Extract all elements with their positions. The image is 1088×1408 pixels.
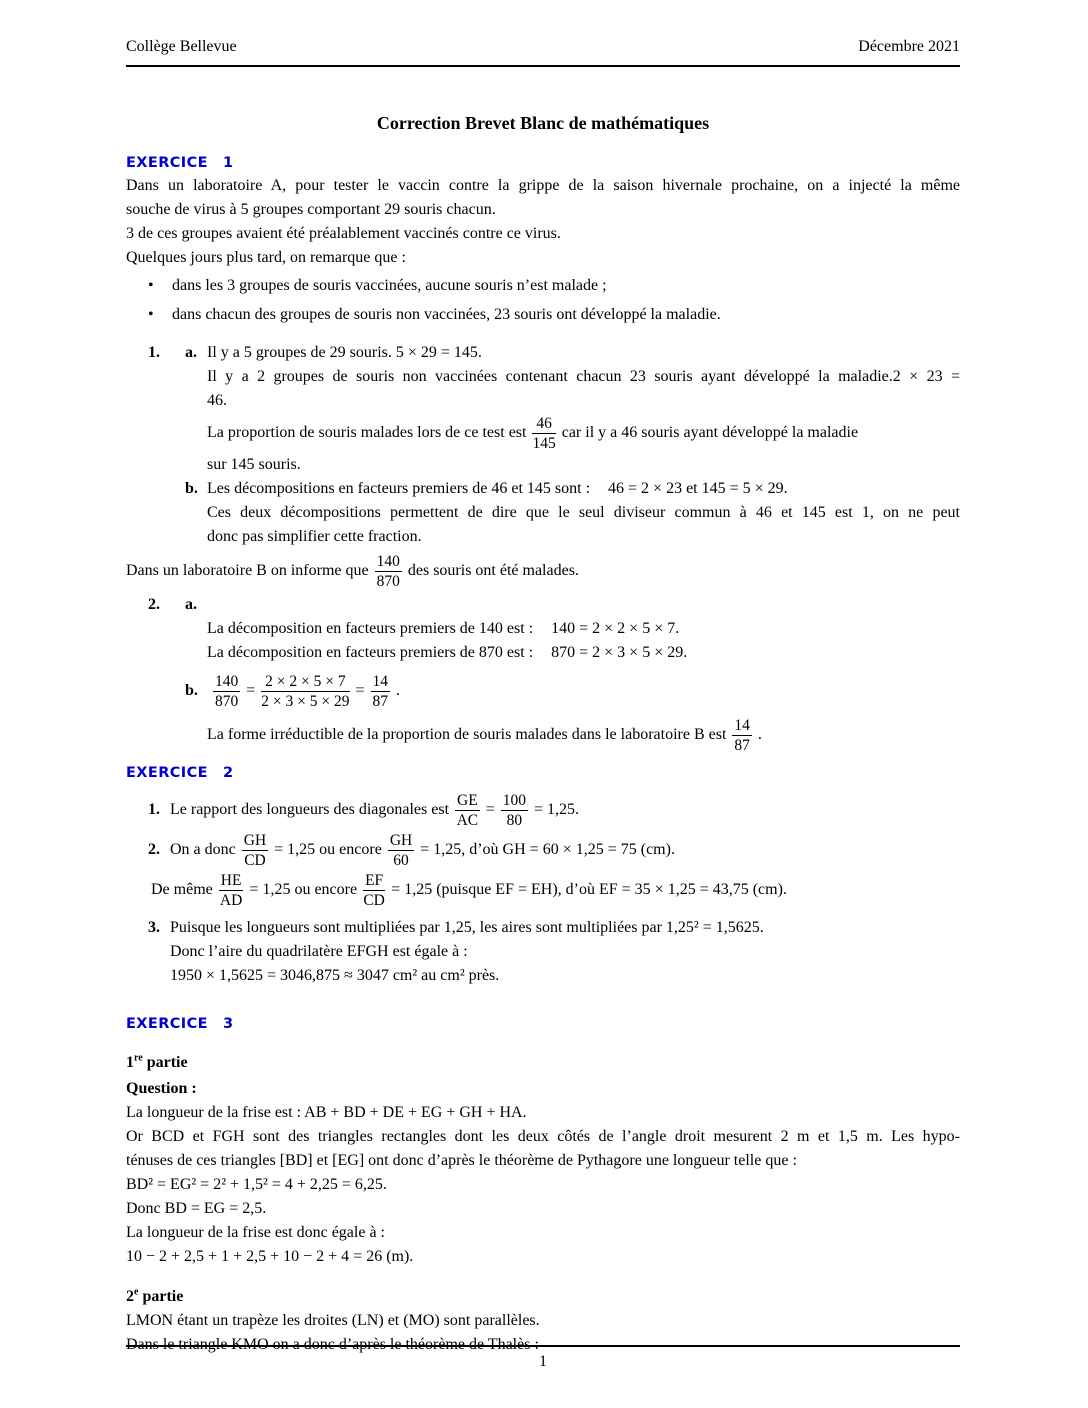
- math-segment: = 1,25 (puisque EF = EH), d’où EF = 35 × 1,25 = 43,75 (cm).: [391, 881, 787, 898]
- bullet-item: [148, 303, 960, 327]
- fraction: [501, 792, 528, 829]
- text-segment: Le rapport des longueurs des diagonales est: [170, 801, 450, 818]
- enum-item-2a: [148, 593, 960, 665]
- part-ordinal-suffix: re: [134, 1052, 143, 1064]
- part-2-title: [126, 1285, 960, 1309]
- exercise-heading-word: EXERCICE: [126, 765, 208, 781]
- answer-line: LMON étant un trapèze les droites (LN) et (MO) sont parallèles.: [126, 1312, 540, 1329]
- answer-line: Donc BD = EG = 2,5.: [126, 1200, 267, 1217]
- period: .: [757, 726, 762, 743]
- fraction-denominator: 2 × 3 × 5 × 29: [261, 692, 350, 710]
- fraction-numerator: 140: [376, 552, 400, 570]
- page-header: [126, 35, 960, 67]
- answer-line: Donc l’aire du quadrilatère EFGH est égale à :: [170, 943, 468, 960]
- answer-line: Il y a 5 groupes de 29 souris. 5 × 29 = 145.: [207, 344, 482, 361]
- part-number: 2: [126, 1288, 134, 1305]
- fraction: [261, 673, 349, 710]
- enum-body: [207, 341, 960, 477]
- enum-body: [207, 477, 960, 549]
- equals-sign: =: [355, 682, 365, 699]
- fraction-numerator: 14: [734, 716, 750, 734]
- part-ordinal-suffix: e: [134, 1286, 139, 1298]
- bullet-item: [148, 274, 960, 298]
- fraction-numerator: GH: [389, 831, 413, 849]
- enum-body: [151, 830, 960, 910]
- answer-line: Dans le triangle KMO on a donc d’après le théorème de Thalès :: [126, 1336, 539, 1353]
- fraction-denominator: 60: [393, 851, 409, 869]
- enum-letter-label: b.: [185, 682, 198, 699]
- math-segment: = 1,25.: [533, 801, 580, 818]
- fraction: [455, 792, 480, 829]
- bullet-icon: •: [148, 306, 154, 323]
- equation-line: [207, 667, 960, 715]
- fraction: [219, 872, 244, 909]
- enum-body: [207, 593, 960, 665]
- fraction-numerator: 100: [502, 791, 526, 809]
- enum-number-label: 2.: [148, 596, 160, 613]
- header-date: Décembre 2021: [858, 38, 960, 55]
- enum-item-gh: [148, 830, 960, 910]
- fraction-numerator: 46: [532, 415, 555, 434]
- fraction-denominator: 870: [215, 692, 239, 710]
- enum-letter-label: a.: [185, 596, 197, 613]
- exercise-2-heading: [126, 765, 960, 782]
- fraction-denominator: 145: [532, 434, 556, 452]
- answer-line: La longueur de la frise est : AB + BD + DE + EG + GH + HA.: [126, 1104, 527, 1121]
- part-word: partie: [142, 1054, 188, 1071]
- text-segment: La décomposition en facteurs premiers de 870 est :: [207, 644, 534, 661]
- fraction-numerator: 14: [372, 672, 389, 690]
- header-school-name: Collège Bellevue: [126, 38, 237, 55]
- equation-line: [170, 790, 960, 830]
- fraction-numerator: HE: [220, 871, 242, 889]
- enum-number-label: 3.: [148, 919, 160, 936]
- period: .: [396, 682, 401, 699]
- answer-line: 46.: [207, 392, 227, 409]
- paragraph-intro-line1: Dans un laboratoire A, pour tester le vaccin contre la grippe de la saison hivernale prochaine, on a injecté la même: [126, 177, 960, 194]
- answer-line: Il y a 2 groupes de souris non vaccinées contenant chacun 23 souris ayant développé la maladie.2 × 23 =: [207, 368, 960, 385]
- conclusion-line-with-fraction: [207, 715, 960, 755]
- fraction-numerator: EF: [365, 871, 384, 889]
- answer-line: Or BCD et FGH sont des triangles rectangles dont les deux côtés de l’angle droit mesurent 2 m et 1,5 m. Les hypo-: [126, 1128, 960, 1145]
- equation-line: 10 − 2 + 2,5 + 1 + 2,5 + 10 − 2 + 4 = 26 (m).: [126, 1248, 414, 1265]
- enum-item-areas: [148, 916, 960, 988]
- text-segment: La proportion de souris malades lors de ce test est: [207, 424, 527, 441]
- fraction: [363, 872, 385, 909]
- exercise-number: 3: [222, 1016, 234, 1032]
- answer-line: 1950 × 1,5625 = 3046,875 ≈ 3047 cm² au cm² près.: [170, 967, 500, 984]
- fraction: [532, 415, 555, 452]
- equation-line: [170, 830, 960, 870]
- enum-body: [170, 916, 960, 988]
- exercise-number: 1: [222, 155, 234, 171]
- fraction-numerator: 140: [215, 672, 239, 690]
- bullet-text: dans chacun des groupes de souris non vaccinées, 23 souris ont développé la maladie.: [172, 306, 721, 323]
- enum-item-1b: [148, 477, 960, 549]
- text-segment: Dans un laboratoire B on informe que: [126, 562, 369, 579]
- paragraph-some-days-later: Quelques jours plus tard, on remarque que :: [126, 249, 406, 266]
- text-segment: des souris ont été malades.: [407, 562, 579, 579]
- page-number: 1: [539, 1353, 547, 1370]
- math-segment: 140 = 2 × 2 × 5 × 7.: [551, 620, 680, 637]
- text-segment: La forme irréductible de la proportion de souris malades dans le laboratoire B est: [207, 726, 727, 743]
- answer-line: Puisque les longueurs sont multipliées par 1,25, les aires sont multipliées par 1,25² = 1,5625.: [170, 919, 764, 936]
- answer-line-with-fraction: [207, 413, 960, 453]
- bullet-text: dans les 3 groupes de souris vaccinées, aucune souris n’est malade ;: [172, 277, 607, 294]
- enum-number-label: 2.: [148, 841, 160, 858]
- fraction-denominator: CD: [363, 891, 385, 909]
- answer-line: donc pas simplifier cette fraction.: [207, 528, 422, 545]
- exercise-3-heading: [126, 1016, 960, 1033]
- fraction: [242, 832, 268, 869]
- answer-line: La longueur de la frise est donc égale à :: [126, 1224, 385, 1241]
- exercise-heading-word: EXERCICE: [126, 1016, 208, 1032]
- part-number: 1: [126, 1054, 134, 1071]
- math-segment: 870 = 2 × 3 × 5 × 29.: [551, 644, 688, 661]
- text-segment: La décomposition en facteurs premiers de 140 est :: [207, 620, 534, 637]
- enum-number-label: 1.: [148, 801, 160, 818]
- exercise-number: 2: [222, 765, 234, 781]
- lab-b-statement: [126, 551, 960, 591]
- equation-line: BD² = EG² = 2² + 1,5² = 4 + 2,25 = 6,25.: [126, 1176, 387, 1193]
- exercise-1-heading: [126, 155, 960, 172]
- fraction: [375, 553, 402, 590]
- equals-sign: =: [246, 682, 256, 699]
- text-segment: De même: [151, 881, 213, 898]
- enum-number-label: 1.: [148, 344, 160, 361]
- text-segment: car il y a 46 souris ayant développé la maladie: [561, 424, 859, 441]
- exercise-heading-word: EXERCICE: [126, 155, 208, 171]
- equals-sign: =: [485, 801, 495, 818]
- fraction-numerator: GH: [243, 831, 267, 849]
- answer-line: ténuses de ces triangles [BD] et [EG] ont donc d’après le théorème de Pythagore une longueur telle que :: [126, 1152, 797, 1169]
- enum-letter-label: a.: [185, 344, 197, 361]
- fraction-denominator: AD: [219, 891, 243, 909]
- enum-item-1a: [148, 341, 960, 477]
- paragraph-intro-line2: souche de virus à 5 groupes comportant 29 souris chacun.: [126, 201, 496, 218]
- enum-letter-label: b.: [185, 480, 198, 497]
- fraction-denominator: 87: [372, 692, 389, 710]
- bullet-icon: •: [148, 277, 154, 294]
- paragraph-groups-vaccinated: 3 de ces groupes avaient été préalablement vaccinés contre ce virus.: [126, 225, 561, 242]
- fraction-denominator: 870: [376, 572, 400, 590]
- fraction: [388, 832, 414, 869]
- question-label: Question :: [126, 1080, 197, 1097]
- math-segment: 46 = 2 × 23 et 145 = 5 × 29.: [608, 480, 788, 497]
- fraction: [732, 717, 752, 754]
- page-footer: [126, 1345, 960, 1374]
- answer-line: [207, 477, 960, 501]
- fraction-numerator: 2 × 2 × 5 × 7: [261, 673, 349, 692]
- fraction: [213, 673, 240, 710]
- fraction: [371, 673, 391, 710]
- enum-body: [207, 667, 960, 755]
- equation-line: [151, 870, 960, 910]
- enum-item-2b: [148, 667, 960, 755]
- answer-line: Ces deux décompositions permettent de dire que le seul diviseur commun à 46 et 145 est 1, on ne peut: [207, 504, 960, 521]
- fraction-denominator: CD: [244, 851, 266, 869]
- fraction-denominator: 87: [734, 736, 750, 754]
- document-body: [126, 0, 960, 1357]
- part-1-title: [126, 1051, 960, 1075]
- fraction-denominator: AC: [456, 811, 479, 829]
- enum-item-ratio: [148, 790, 960, 830]
- answer-line: [207, 641, 960, 665]
- answer-line: [207, 617, 960, 641]
- fraction-denominator: 80: [506, 811, 523, 829]
- text-segment: On a donc: [170, 841, 236, 858]
- part-word: partie: [138, 1288, 184, 1305]
- math-segment: = 1,25, d’où GH = 60 × 1,25 = 75 (cm).: [420, 841, 675, 858]
- document-title: Correction Brevet Blanc de mathématiques: [376, 113, 710, 133]
- text-segment: = 1,25 ou encore: [274, 841, 382, 858]
- answer-line: sur 145 souris.: [207, 456, 301, 473]
- text-segment: Les décompositions en facteurs premiers de 46 et 145 sont :: [207, 480, 591, 497]
- fraction-numerator: GE: [457, 791, 478, 809]
- text-segment: = 1,25 ou encore: [249, 881, 358, 898]
- enum-body: [170, 790, 960, 830]
